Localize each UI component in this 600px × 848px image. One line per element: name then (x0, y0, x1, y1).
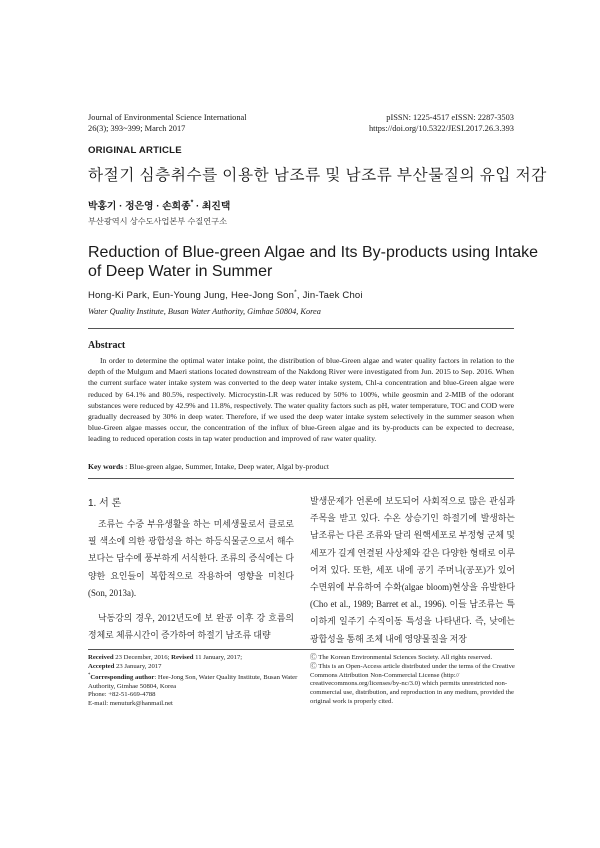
body-paragraph: 조류는 수중 부유생활을 하는 미세생물로서 클로로필 색소에 의한 광합성을 하는 하등식물군으로서 해수보다는 담수에 풍부하게 서식한다. 조류의 증식에는 다양한 요인들이 복합적으로 작용하여 영향을 미친다(Son, 2013a). (88, 519, 294, 598)
korean-author-tail: · 최진택 (193, 201, 231, 212)
doi-link[interactable]: https://doi.org/10.5322/JESI.2017.26.3.393 (368, 124, 514, 133)
article-type: ORIGINAL ARTICLE (88, 145, 182, 156)
corr-mark: * (88, 672, 91, 678)
body-paragraph: 낙동강의 경우, 2012년도에 보 완공 이후 강 흐름의 정체로 체류시간이 증가하여 하절기 남조류 대량 (88, 613, 294, 641)
license-block (310, 654, 515, 707)
copyright-notice: Ⓒ The Korean Environmental Sciences Society. All rights reserved. (310, 654, 493, 661)
right-column (310, 493, 515, 648)
corresponding-author (88, 672, 298, 692)
corresponding-mark-en: * (294, 289, 297, 296)
left-column (88, 516, 294, 644)
accepted-date: 23 January, 2017 (114, 662, 162, 670)
revised-date: 11 January, 2017; (193, 654, 243, 661)
divider-footnote (88, 649, 514, 650)
section-heading: 1. 서 론 (88, 498, 122, 509)
license-notice: Ⓒ This is an Open-Access article distributed under the terms of the Creative Commons Attribution Non-Commercial License (http:// creativecommons.org/licenses/by-nc/3.0) which permits unrestricted non-commercial use, distribution, and reproduction in any medium, provided the original work is properly cited. (310, 662, 515, 705)
divider-top (88, 328, 514, 329)
phone: Phone: +82-51-669-4788 (88, 691, 156, 699)
korean-title: 하절기 심층취수를 이용한 남조류 및 남조류 부산물질의 유입 저감 (88, 167, 547, 184)
issn: pISSN: 1225-4517 eISSN: 2287-3503 (386, 113, 514, 122)
abstract-text: In order to determine the optimal water intake point, the distribution of blue-Green algae and water quality factors in relation to the depth of the Mulgum and Maeri stations located downstream of the Nakdong River were investigated from Jun. 2015 to Sep. 2016. When the current surface water intake system was converted to the deep water intake system, Chl-a concentration and blue-Green algae were reduced by 64.1% and 80.5%, respectively. Microcystin-LR was reduced by 50% to 100%, while geosmin and 2-MIB of the odorant substances were reduced by 42.9% and 11.8%, respectively. The water quality factors such as pH, water temperature, TOC and COD were gradually decreased by 30% in deep water. Therefore, if we used the deep water intake system selectively in the summer season when blue-Green algae masses occur, the concentration of the influx of blue-Green algae and its by-products can be expected to decrease, leading to reduced operation costs in tap water production and improved of raw water quality. (88, 356, 514, 444)
keywords-text: : Blue-green algae, Summer, Intake, Deep water, Algal by-product (123, 462, 330, 471)
korean-author-names: 박홍기 · 정은영 · 손희종 (88, 201, 191, 212)
corr-text: : Hee-Jong Son, Water Quality Institute, Busan Water Authority, Gimhae 50804, Korea (88, 673, 298, 690)
accepted-line (88, 663, 298, 672)
revised-label: Revised (171, 654, 194, 661)
english-title: Reduction of Blue-green Algae and Its By-products using Intake of Deep Water in Summer (88, 244, 539, 280)
received-date: 23 December, 2016; (113, 654, 172, 661)
english-author-tail: , Jin-Taek Choi (296, 290, 363, 302)
corr-label: Corresponding author (90, 673, 155, 681)
divider-abstract (88, 478, 514, 479)
corresponding-mark: * (190, 199, 194, 207)
keywords-label: Key words (88, 462, 124, 471)
journal-issue: 26(3); 393~399; March 2017 (88, 124, 186, 133)
body-paragraph: 발생문제가 언론에 보도되어 사회적으로 많은 관심과 주목을 받고 있다. 수온 상승기인 하절기에 발생하는 남조류는 다른 조류와 달리 원핵세포로 부정형 군체 및 세포가 길게 연결된 사상체와 같은 다양한 형태로 이루어져 있다. 또한, 세포 내에 공기 주머니(공포)가 있어 수면위에 부유하여 수화(algae bloom)현상을 유발한다(Cho et al., 1989; Barret et al., 1996). 이들 남조류는 특이하게 일주기 수직이동 특성을 나타낸다. 즉, 낮에는 광합성을 통해 조체 내에 영양물질을 저장 (310, 496, 515, 644)
korean-affiliation: 부산광역시 상수도사업본부 수질연구소 (88, 217, 228, 226)
email[interactable]: E-mail: menuturk@hanmail.net (88, 700, 173, 708)
english-author-names: Hong-Ki Park, Eun-Young Jung, Hee-Jong Son (88, 290, 295, 302)
accepted-label: Accepted (88, 662, 115, 670)
journal-name: Journal of Environmental Science International (88, 113, 247, 122)
article-history (88, 654, 298, 709)
keywords (88, 462, 329, 471)
received-line (88, 654, 298, 663)
received-label: Received (88, 654, 114, 661)
english-authors (88, 289, 363, 301)
english-affiliation: Water Quality Institute, Busan Water Authority, Gimhae 50804, Korea (88, 307, 321, 316)
abstract-heading: Abstract (88, 340, 126, 351)
korean-authors (88, 198, 230, 212)
